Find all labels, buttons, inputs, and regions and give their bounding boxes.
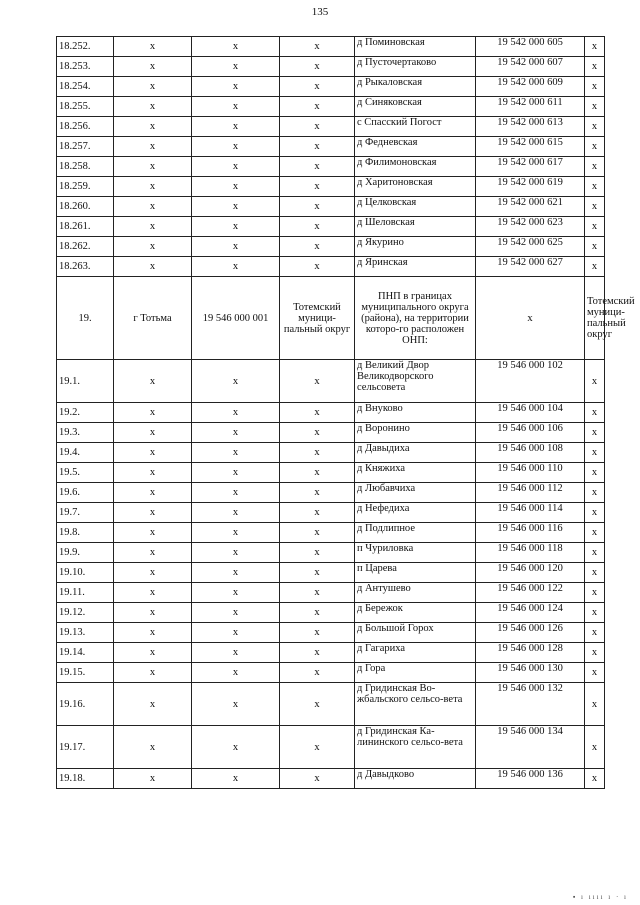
- locality-name-cell: д Яринская: [355, 257, 476, 277]
- municipality-cell: x: [585, 443, 605, 463]
- oktmo-code-cell: 19 546 000 102: [476, 360, 585, 403]
- municipality-cell: x: [585, 177, 605, 197]
- table-row: [57, 483, 605, 503]
- municipality-cell: x: [585, 237, 605, 257]
- table-row: [57, 563, 605, 583]
- oktmo-center-cell: x: [192, 683, 280, 726]
- row-number-cell: 19.10.: [57, 563, 114, 583]
- settlement-cell: x: [114, 769, 192, 789]
- oktmo-code-cell: 19 542 000 611: [476, 97, 585, 117]
- oktmo-code-cell: 19 542 000 621: [476, 197, 585, 217]
- table-row: [57, 137, 605, 157]
- locality-name-cell: д Давыдиха: [355, 443, 476, 463]
- settlement-cell: x: [114, 423, 192, 443]
- oktmo-code-cell: 19 542 000 617: [476, 157, 585, 177]
- municipality-cell: x: [585, 463, 605, 483]
- oktmo-code-cell: 19 546 000 130: [476, 663, 585, 683]
- locality-name-cell: д Давыдково: [355, 769, 476, 789]
- table-row: [57, 57, 605, 77]
- table-row: [57, 403, 605, 423]
- table-row: [57, 726, 605, 769]
- oktmo-center-cell: x: [192, 643, 280, 663]
- settlement-cell: x: [114, 683, 192, 726]
- district-cell: x: [280, 623, 355, 643]
- municipality-cell: x: [585, 57, 605, 77]
- table-row: [57, 643, 605, 663]
- district-cell: x: [280, 443, 355, 463]
- row-number-cell: 19.: [57, 277, 114, 360]
- table-row: [57, 603, 605, 623]
- row-number-cell: 19.14.: [57, 643, 114, 663]
- municipality-cell: x: [585, 157, 605, 177]
- row-number-cell: 19.4.: [57, 443, 114, 463]
- locality-name-cell: д Филимоновская: [355, 157, 476, 177]
- locality-name-cell: п Чуриловка: [355, 543, 476, 563]
- row-number-cell: 19.3.: [57, 423, 114, 443]
- settlement-cell: x: [114, 360, 192, 403]
- municipality-cell: x: [585, 563, 605, 583]
- municipality-cell: x: [585, 603, 605, 623]
- table-row: [57, 769, 605, 789]
- municipality-cell: x: [585, 217, 605, 237]
- oktmo-code-cell: 19 542 000 607: [476, 57, 585, 77]
- oktmo-code-cell: 19 542 000 619: [476, 177, 585, 197]
- oktmo-center-cell: x: [192, 623, 280, 643]
- row-number-cell: 19.7.: [57, 503, 114, 523]
- row-number-cell: 19.9.: [57, 543, 114, 563]
- district-cell: x: [280, 197, 355, 217]
- district-cell: x: [280, 237, 355, 257]
- settlement-cell: x: [114, 177, 192, 197]
- oktmo-center-cell: x: [192, 663, 280, 683]
- settlement-cell: x: [114, 137, 192, 157]
- table-row: [57, 37, 605, 57]
- oktmo-code-cell: 19 542 000 613: [476, 117, 585, 137]
- settlement-cell: x: [114, 623, 192, 643]
- settlement-cell: x: [114, 57, 192, 77]
- settlement-cell: x: [114, 443, 192, 463]
- oktmo-center-cell: x: [192, 197, 280, 217]
- settlement-cell: x: [114, 583, 192, 603]
- row-number-cell: 19.18.: [57, 769, 114, 789]
- locality-name-cell: д Синяковская: [355, 97, 476, 117]
- municipality-cell: x: [585, 197, 605, 217]
- row-number-cell: 18.258.: [57, 157, 114, 177]
- locality-name-cell: ПНП в границах муниципального округа (района), на территории которо-го расположен ОНП:: [355, 277, 476, 360]
- table-row: [57, 683, 605, 726]
- oktmo-center-cell: x: [192, 423, 280, 443]
- district-cell: x: [280, 217, 355, 237]
- district-cell: x: [280, 57, 355, 77]
- district-cell: x: [280, 663, 355, 683]
- oktmo-center-cell: x: [192, 77, 280, 97]
- oktmo-center-cell: x: [192, 237, 280, 257]
- oktmo-center-cell: x: [192, 137, 280, 157]
- settlement-cell: x: [114, 237, 192, 257]
- settlement-cell: x: [114, 37, 192, 57]
- row-number-cell: 19.13.: [57, 623, 114, 643]
- municipality-cell: x: [585, 769, 605, 789]
- row-number-cell: 19.17.: [57, 726, 114, 769]
- settlement-cell: x: [114, 157, 192, 177]
- oktmo-code-cell: 19 542 000 615: [476, 137, 585, 157]
- oktmo-center-cell: x: [192, 603, 280, 623]
- municipality-cell: x: [585, 726, 605, 769]
- locality-name-cell: д Гридинская Во-жбальского сельсо-вета: [355, 683, 476, 726]
- district-cell: x: [280, 77, 355, 97]
- settlement-cell: г Тотьма: [114, 277, 192, 360]
- settlement-cell: x: [114, 257, 192, 277]
- row-number-cell: 18.261.: [57, 217, 114, 237]
- district-cell: x: [280, 257, 355, 277]
- row-number-cell: 18.256.: [57, 117, 114, 137]
- oktmo-code-cell: 19 542 000 625: [476, 237, 585, 257]
- municipality-cell: x: [585, 643, 605, 663]
- municipality-cell: x: [585, 503, 605, 523]
- row-number-cell: 18.255.: [57, 97, 114, 117]
- oktmo-center-cell: x: [192, 543, 280, 563]
- oktmo-center-cell: x: [192, 563, 280, 583]
- oktmo-code-cell: 19 546 000 114: [476, 503, 585, 523]
- settlement-cell: x: [114, 403, 192, 423]
- district-cell: x: [280, 37, 355, 57]
- district-cell: x: [280, 117, 355, 137]
- row-number-cell: 19.1.: [57, 360, 114, 403]
- locality-name-cell: п Царева: [355, 563, 476, 583]
- district-cell: Тотемский муници-пальный округ: [280, 277, 355, 360]
- district-cell: x: [280, 463, 355, 483]
- municipality-cell: x: [585, 543, 605, 563]
- settlement-cell: x: [114, 523, 192, 543]
- oktmo-center-cell: x: [192, 523, 280, 543]
- settlement-cell: x: [114, 603, 192, 623]
- oktmo-center-cell: x: [192, 583, 280, 603]
- table-row: [57, 583, 605, 603]
- oktmo-code-cell: 19 546 000 134: [476, 726, 585, 769]
- district-cell: x: [280, 769, 355, 789]
- settlement-cell: x: [114, 563, 192, 583]
- page-number: 135: [311, 6, 329, 18]
- locality-name-cell: д Рыкаловская: [355, 77, 476, 97]
- table-row: [57, 523, 605, 543]
- settlement-cell: x: [114, 643, 192, 663]
- oktmo-code-cell: 19 542 000 605: [476, 37, 585, 57]
- table-row: [57, 663, 605, 683]
- oktmo-center-cell: x: [192, 257, 280, 277]
- settlement-cell: x: [114, 726, 192, 769]
- settlement-cell: x: [114, 197, 192, 217]
- oktmo-center-cell: x: [192, 97, 280, 117]
- district-cell: x: [280, 97, 355, 117]
- oktmo-center-cell: x: [192, 503, 280, 523]
- oktmo-center-cell: x: [192, 117, 280, 137]
- settlement-cell: x: [114, 217, 192, 237]
- oktmo-center-cell: x: [192, 360, 280, 403]
- table-row: [57, 257, 605, 277]
- row-number-cell: 18.262.: [57, 237, 114, 257]
- municipality-cell: Тотемский муници-пальный округ: [585, 277, 605, 360]
- municipality-cell: x: [585, 623, 605, 643]
- settlement-cell: x: [114, 97, 192, 117]
- oktmo-code-cell: 19 546 000 132: [476, 683, 585, 726]
- row-number-cell: 18.259.: [57, 177, 114, 197]
- oktmo-code-cell: 19 546 000 104: [476, 403, 585, 423]
- oktmo-code-cell: 19 546 000 108: [476, 443, 585, 463]
- table-row: [57, 463, 605, 483]
- table-body: [57, 37, 635, 789]
- locality-name-cell: д Гора: [355, 663, 476, 683]
- locality-name-cell: д Нефедиха: [355, 503, 476, 523]
- locality-name-cell: д Большой Горох: [355, 623, 476, 643]
- oktmo-code-cell: 19 546 000 124: [476, 603, 585, 623]
- oktmo-code-cell: 19 542 000 623: [476, 217, 585, 237]
- municipality-cell: x: [585, 683, 605, 726]
- district-cell: x: [280, 137, 355, 157]
- municipality-cell: x: [585, 523, 605, 543]
- district-cell: x: [280, 583, 355, 603]
- locality-name-cell: д Подлипное: [355, 523, 476, 543]
- locality-name-cell: д Шеловская: [355, 217, 476, 237]
- table-row: [57, 77, 605, 97]
- oktmo-code-cell: 19 542 000 609: [476, 77, 585, 97]
- oktmo-center-cell: x: [192, 463, 280, 483]
- oktmo-code-cell: 19 546 000 118: [476, 543, 585, 563]
- district-cell: x: [280, 543, 355, 563]
- locality-name-cell: д Любавчиха: [355, 483, 476, 503]
- locality-name-cell: д Внуково: [355, 403, 476, 423]
- district-cell: x: [280, 683, 355, 726]
- settlement-cell: x: [114, 543, 192, 563]
- row-number-cell: 18.254.: [57, 77, 114, 97]
- locality-name-cell: д Целковская: [355, 197, 476, 217]
- oktmo-center-cell: x: [192, 177, 280, 197]
- district-cell: x: [280, 403, 355, 423]
- table-row: [57, 117, 605, 137]
- municipality-cell: x: [585, 403, 605, 423]
- settlement-register-table: [56, 36, 635, 789]
- locality-name-cell: д Гридинская Ка-лининского сельсо-вета: [355, 726, 476, 769]
- district-cell: x: [280, 523, 355, 543]
- settlement-cell: x: [114, 463, 192, 483]
- row-number-cell: 19.15.: [57, 663, 114, 683]
- locality-name-cell: д Бережок: [355, 603, 476, 623]
- settlement-cell: x: [114, 483, 192, 503]
- locality-name-cell: с Спасский Погост: [355, 117, 476, 137]
- oktmo-center-cell: x: [192, 726, 280, 769]
- locality-name-cell: д Княжиха: [355, 463, 476, 483]
- row-number-cell: 19.6.: [57, 483, 114, 503]
- district-cell: x: [280, 157, 355, 177]
- row-number-cell: 19.2.: [57, 403, 114, 423]
- oktmo-center-cell: 19 546 000 001: [192, 277, 280, 360]
- row-number-cell: 19.5.: [57, 463, 114, 483]
- table-row: [57, 197, 605, 217]
- locality-name-cell: д Якурино: [355, 237, 476, 257]
- table-row: [57, 443, 605, 463]
- oktmo-code-cell: 19 546 000 116: [476, 523, 585, 543]
- locality-name-cell: д Великий Двор Великодворского сельсовета: [355, 360, 476, 403]
- oktmo-center-cell: x: [192, 443, 280, 463]
- municipality-cell: x: [585, 257, 605, 277]
- settlement-cell: x: [114, 77, 192, 97]
- municipality-cell: x: [585, 77, 605, 97]
- row-number-cell: 19.12.: [57, 603, 114, 623]
- district-cell: x: [280, 360, 355, 403]
- table-row: [57, 360, 605, 403]
- municipality-cell: x: [585, 97, 605, 117]
- locality-name-cell: д Антушево: [355, 583, 476, 603]
- table-row: [57, 97, 605, 117]
- district-cell: x: [280, 483, 355, 503]
- municipality-cell: x: [585, 37, 605, 57]
- row-number-cell: 18.260.: [57, 197, 114, 217]
- table-row: [57, 237, 605, 257]
- district-cell: x: [280, 503, 355, 523]
- oktmo-code-cell: 19 546 000 126: [476, 623, 585, 643]
- row-number-cell: 19.11.: [57, 583, 114, 603]
- oktmo-center-cell: x: [192, 157, 280, 177]
- row-number-cell: 18.257.: [57, 137, 114, 157]
- table-row: [57, 423, 605, 443]
- table-row: [57, 177, 605, 197]
- row-number-cell: 19.16.: [57, 683, 114, 726]
- oktmo-center-cell: x: [192, 37, 280, 57]
- locality-name-cell: д Поминовская: [355, 37, 476, 57]
- settlement-cell: x: [114, 503, 192, 523]
- district-cell: x: [280, 603, 355, 623]
- locality-name-cell: д Федневская: [355, 137, 476, 157]
- oktmo-center-cell: x: [192, 57, 280, 77]
- locality-name-cell: д Воронино: [355, 423, 476, 443]
- oktmo-code-cell: x: [476, 277, 585, 360]
- oktmo-code-cell: 19 546 000 110: [476, 463, 585, 483]
- locality-name-cell: д Харитоновская: [355, 177, 476, 197]
- municipality-cell: x: [585, 117, 605, 137]
- table-row: [57, 623, 605, 643]
- oktmo-center-cell: x: [192, 769, 280, 789]
- municipality-cell: x: [585, 137, 605, 157]
- settlement-cell: x: [114, 117, 192, 137]
- district-cell: x: [280, 726, 355, 769]
- oktmo-code-cell: 19 546 000 106: [476, 423, 585, 443]
- municipality-cell: x: [585, 583, 605, 603]
- oktmo-code-cell: 19 546 000 136: [476, 769, 585, 789]
- district-cell: x: [280, 643, 355, 663]
- locality-name-cell: д Пусточертаково: [355, 57, 476, 77]
- district-cell: x: [280, 177, 355, 197]
- municipality-cell: x: [585, 423, 605, 443]
- row-number-cell: 18.252.: [57, 37, 114, 57]
- settlement-cell: x: [114, 663, 192, 683]
- oktmo-code-cell: 19 546 000 120: [476, 563, 585, 583]
- table-row: [57, 543, 605, 563]
- municipality-cell: x: [585, 360, 605, 403]
- municipality-cell: x: [585, 663, 605, 683]
- oktmo-code-cell: 19 546 000 112: [476, 483, 585, 503]
- district-cell: x: [280, 563, 355, 583]
- oktmo-center-cell: x: [192, 217, 280, 237]
- municipality-cell: x: [585, 483, 605, 503]
- oktmo-code-cell: 19 542 000 627: [476, 257, 585, 277]
- row-number-cell: 19.8.: [57, 523, 114, 543]
- oktmo-center-cell: x: [192, 403, 280, 423]
- oktmo-center-cell: x: [192, 483, 280, 503]
- table-row: [57, 277, 605, 360]
- table-row: [57, 157, 605, 177]
- row-number-cell: 18.263.: [57, 257, 114, 277]
- oktmo-code-cell: 19 546 000 128: [476, 643, 585, 663]
- scan-marks: ▪ ı ıııı ı · ı: [572, 893, 628, 901]
- district-cell: x: [280, 423, 355, 443]
- oktmo-code-cell: 19 546 000 122: [476, 583, 585, 603]
- locality-name-cell: д Гагариха: [355, 643, 476, 663]
- row-number-cell: 18.253.: [57, 57, 114, 77]
- table-row: [57, 217, 605, 237]
- table-row: [57, 503, 605, 523]
